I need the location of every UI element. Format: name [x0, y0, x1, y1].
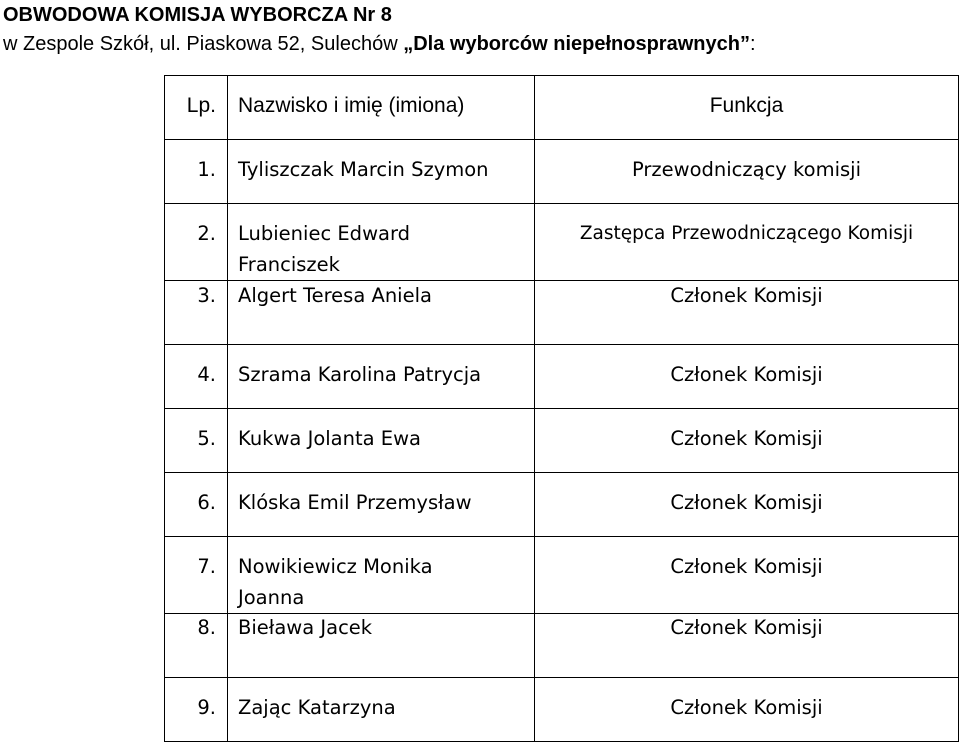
- table-row: [165, 345, 959, 409]
- row-lp: 3.: [197, 284, 216, 307]
- table-row: [165, 140, 959, 204]
- row-function-cell: [535, 473, 959, 537]
- row-lp: 8.: [197, 616, 216, 639]
- header-name-cell: [228, 76, 535, 140]
- row-lp-cell: [165, 140, 228, 204]
- row-name-cell: [228, 678, 535, 742]
- row-function-cell: [535, 537, 959, 614]
- row-function: Członek Komisji: [670, 555, 823, 578]
- row-function-cell: [535, 140, 959, 204]
- header-function-cell: [535, 76, 959, 140]
- header-lp: Lp.: [186, 94, 216, 117]
- row-name-cell: [228, 614, 535, 678]
- table-row: [165, 537, 959, 614]
- row-function: Członek Komisji: [670, 284, 823, 307]
- header-name: Nazwisko i imię (imiona): [238, 94, 465, 117]
- document-title: OBWODOWA KOMISJA WYBORCZA Nr 8: [3, 4, 392, 26]
- row-name-cell: [228, 537, 535, 614]
- row-lp-cell: [165, 345, 228, 409]
- row-name: Lubieniec Edward Franciszek: [238, 222, 411, 276]
- row-lp-cell: [165, 473, 228, 537]
- row-name-cell: [228, 409, 535, 473]
- row-lp: 2.: [197, 222, 216, 245]
- row-name: Kukwa Jolanta Ewa: [238, 427, 421, 450]
- row-name: Algert Teresa Aniela: [238, 284, 432, 307]
- row-lp: 5.: [197, 427, 216, 450]
- header-function: Funkcja: [709, 94, 784, 117]
- row-lp-cell: [165, 409, 228, 473]
- subtitle-colon: :: [749, 33, 756, 55]
- row-name: Klóska Emil Przemysław: [238, 491, 472, 514]
- row-lp: 4.: [197, 363, 216, 386]
- row-function: Członek Komisji: [670, 616, 823, 639]
- table-row: [165, 281, 959, 345]
- row-function-cell: [535, 204, 959, 281]
- row-name-cell: [228, 140, 535, 204]
- row-name: Tyliszczak Marcin Szymon: [238, 158, 489, 181]
- header-lp-cell: [165, 76, 228, 140]
- row-lp: 6.: [197, 491, 216, 514]
- row-function: Członek Komisji: [670, 491, 823, 514]
- row-lp-cell: [165, 614, 228, 678]
- row-lp-cell: [165, 678, 228, 742]
- row-lp: 1.: [197, 158, 216, 181]
- row-function: Zastępca Przewodniczącego Komisji: [579, 223, 914, 244]
- row-name-cell: [228, 281, 535, 345]
- row-function-cell: [535, 614, 959, 678]
- table-row: [165, 204, 959, 281]
- table-header-row: [165, 76, 959, 140]
- row-lp-cell: [165, 204, 228, 281]
- row-name: Nowikiewicz Monika Joanna: [238, 555, 433, 609]
- row-function: Przewodniczący komisji: [631, 158, 861, 181]
- subtitle-voter-group: „Dla wyborców niepełnosprawnych”: [403, 33, 750, 55]
- row-function-cell: [535, 345, 959, 409]
- row-name-cell: [228, 345, 535, 409]
- row-lp: 7.: [197, 555, 216, 578]
- row-function-cell: [535, 409, 959, 473]
- row-name: Bieława Jacek: [238, 616, 373, 639]
- row-function: Członek Komisji: [670, 363, 823, 386]
- row-function: Członek Komisji: [670, 427, 823, 450]
- committee-members-table: [164, 75, 959, 742]
- document-subtitle: [3, 30, 756, 58]
- row-function-cell: [535, 281, 959, 345]
- table-row: [165, 473, 959, 537]
- row-function-cell: [535, 678, 959, 742]
- row-name-cell: [228, 473, 535, 537]
- row-lp-cell: [165, 281, 228, 345]
- row-lp: 9.: [197, 696, 216, 719]
- subtitle-address: w Zespole Szkół, ul. Piaskowa 52, Sulechów: [3, 33, 404, 55]
- row-name: Zając Katarzyna: [238, 696, 396, 719]
- row-name: Szrama Karolina Patrycja: [238, 363, 482, 386]
- table-row: [165, 614, 959, 678]
- row-function: Członek Komisji: [670, 696, 823, 719]
- row-name-cell: [228, 204, 535, 281]
- table-row: [165, 409, 959, 473]
- table-row: [165, 678, 959, 742]
- row-lp-cell: [165, 537, 228, 614]
